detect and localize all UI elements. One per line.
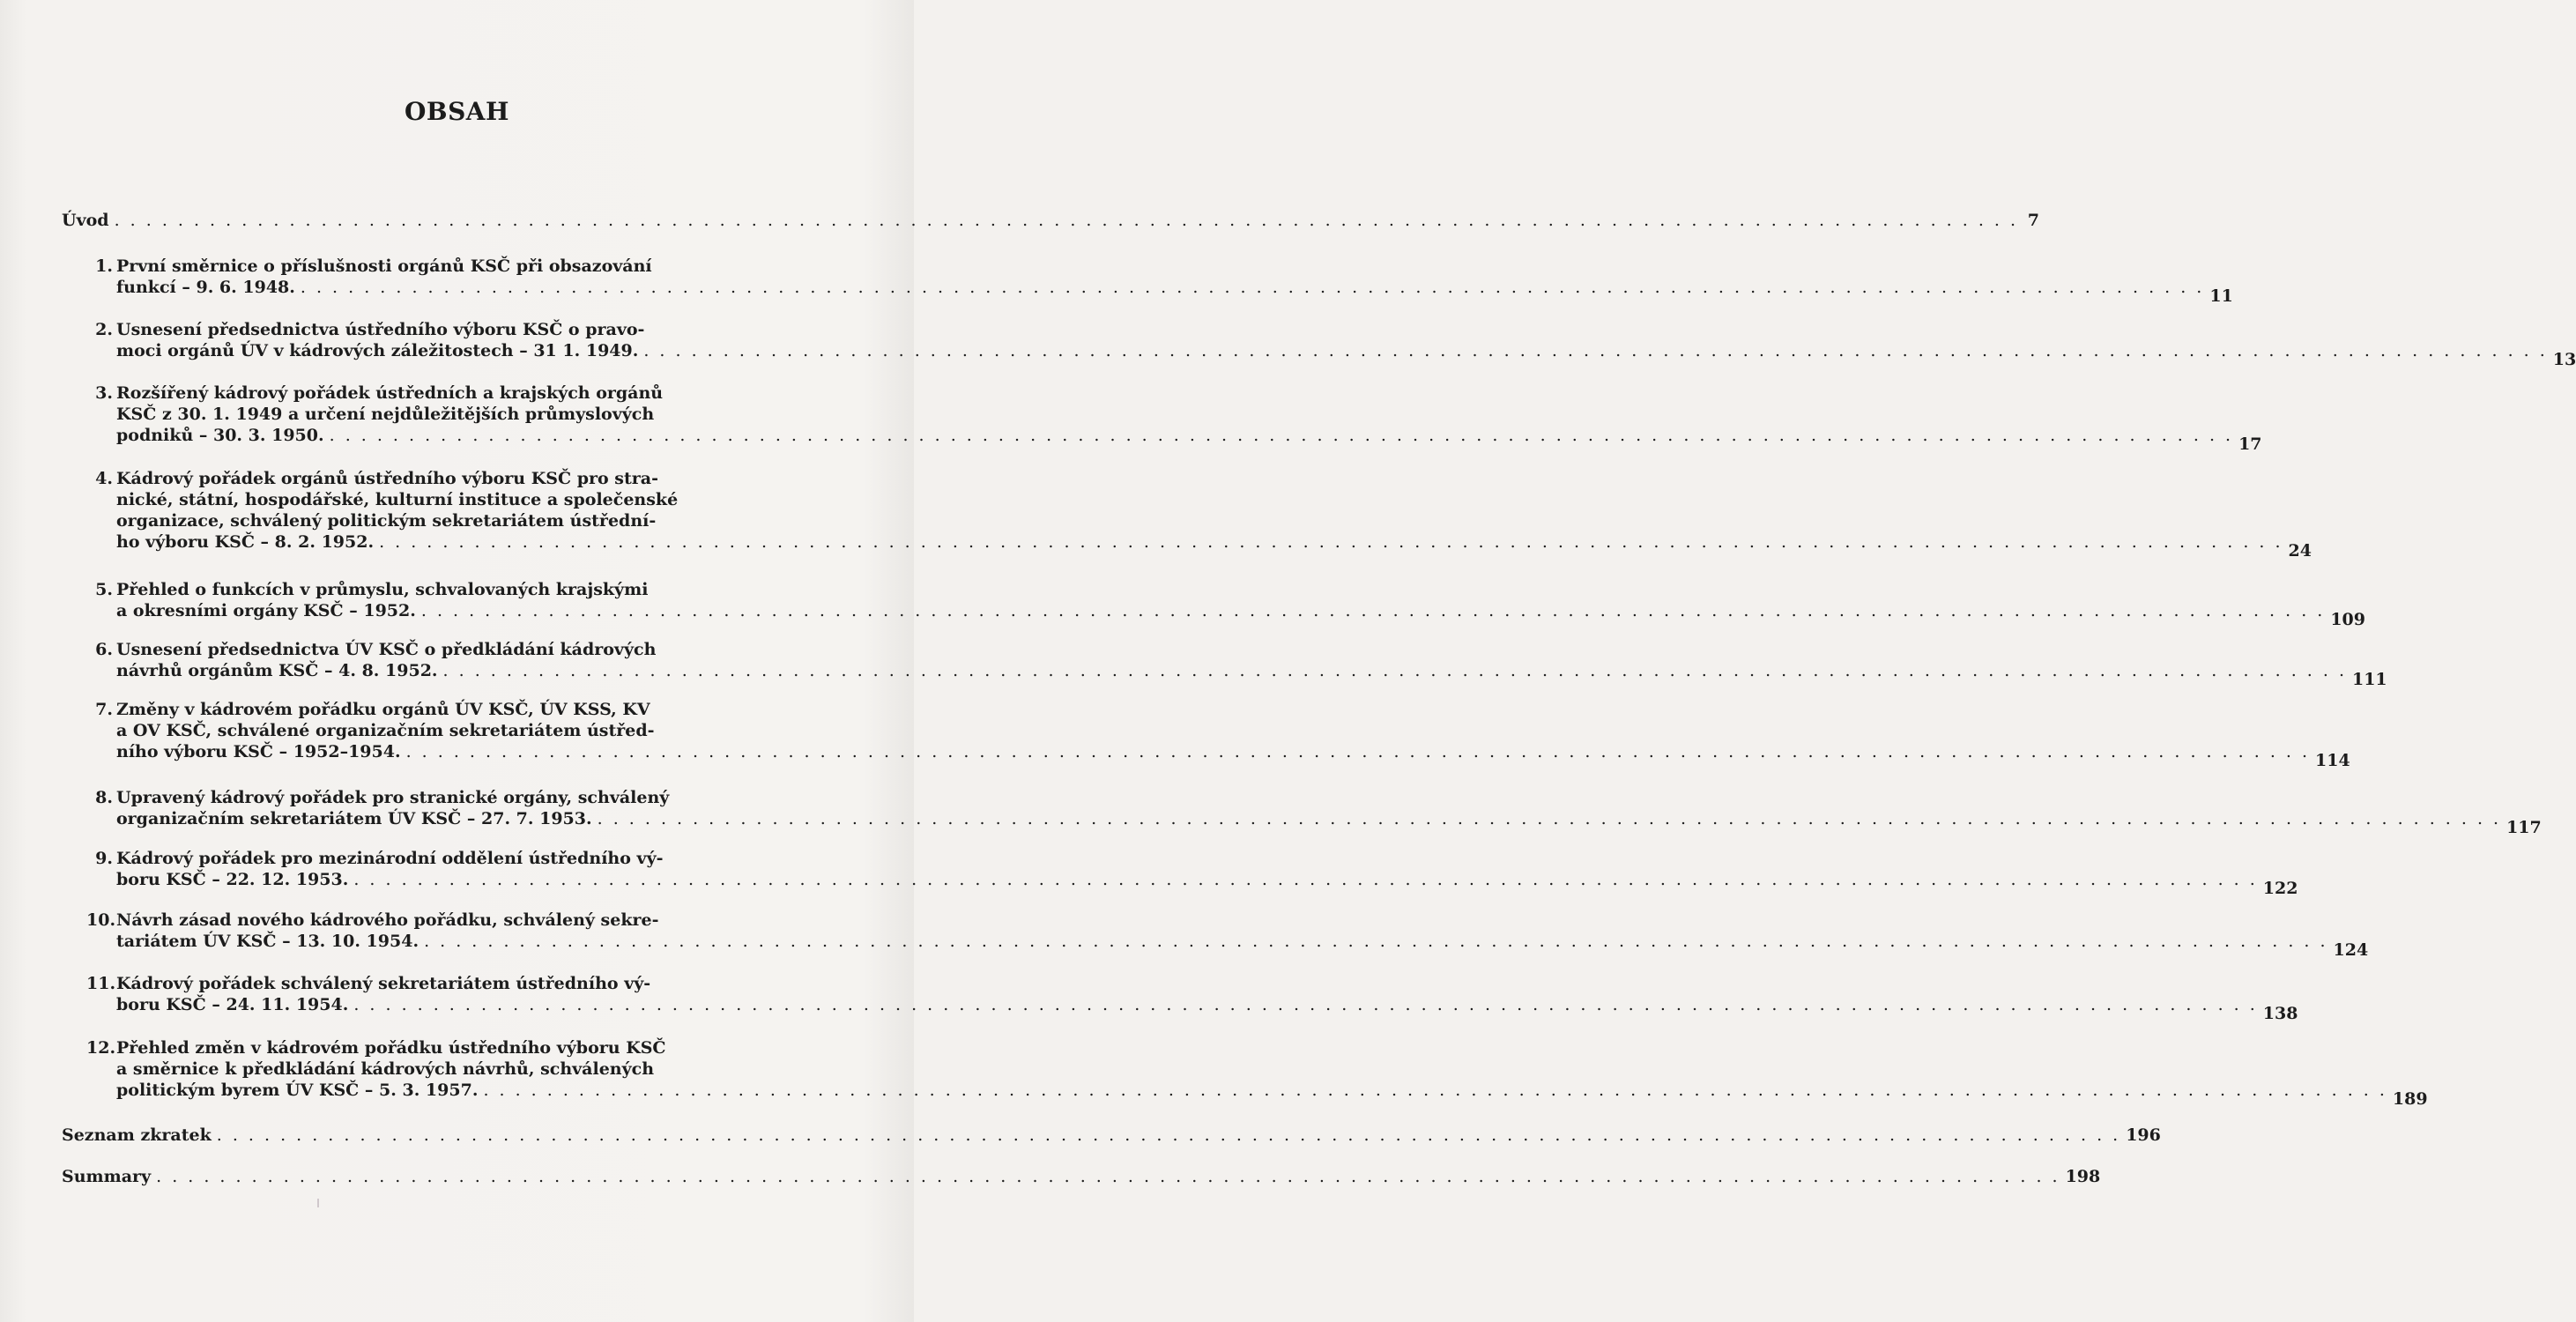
toc-entry (62, 910, 2369, 960)
toc-entry-text: Návrh zásad nového kádrového pořádku, schválený sekre- (116, 910, 659, 930)
toc-entry-text: Kádrový pořádek orgánů ústředního výboru KSČ pro stra- (116, 469, 658, 488)
toc-entry (62, 1037, 2428, 1109)
toc-page-number: 114 (2315, 751, 2350, 770)
toc-page-number: 111 (2351, 670, 2387, 689)
toc-entry (62, 319, 2576, 369)
toc-entry (62, 639, 2387, 689)
toc-entry (62, 699, 2350, 770)
toc-page-number: 7 (2027, 211, 2040, 230)
toc-entry (62, 848, 2298, 898)
toc-entry-number: 11. (86, 974, 116, 993)
toc-entry-text: tariátem ÚV KSČ – 13. 10. 1954. (116, 932, 419, 951)
toc-entry-text: Přehled změn v kádrovém pořádku ústředního výboru KSČ (116, 1038, 666, 1058)
toc-entry-text: Kádrový pořádek pro mezinárodní oddělení ústředního vý- (116, 849, 664, 868)
toc-page-number: 117 (2506, 818, 2542, 837)
toc-entry (62, 973, 2298, 1023)
toc-entry-text: Změny v kádrovém pořádku orgánů ÚV KSČ, ÚV KSS, KV (116, 700, 650, 719)
toc-entry-number: 1. (95, 256, 113, 276)
dot-leader: . . . . . . . . . . . . . . . . . . . . . . . . . . . . . . . . . . . . . . . . . . . . . . . . . . . . . . . . . . . . . . . . . . . . . . . . . . . . . . . . . . . . . . . . . . . . . . . . . . . . . . . . . . . . . . . . . . . . . . . . (300, 278, 2205, 297)
toc-entry-number: 4. (95, 469, 113, 488)
toc-page-number: 189 (2392, 1089, 2428, 1109)
dot-leader: . . . . . . . . . . . . . . . . . . . . . . . . . . . . . . . . . . . . . . . . . . . . . . . . . . . . . . . . . . . . . . . . . . . . . . . . . . . . . . . . . . . . . . . . . . . . . . . . . . . . . . . . . . . . . . . . . . . . . . . . (442, 661, 2347, 680)
toc-entry (62, 1125, 2161, 1146)
toc-page-number: 198 (2065, 1167, 2101, 1186)
toc-page-number: 109 (2330, 610, 2365, 629)
toc-entry-number: 10. (86, 910, 116, 930)
dot-leader: . . . . . . . . . . . . . . . . . . . . . . . . . . . . . . . . . . . . . . . . . . . . . . . . . . . . . . . . . . . . . . . . . . . . . . . . . . . . . . . . . . . . . . . . . . . . . . . . . . . . . . . . . . . . . . . . . . . . . . . . (597, 809, 2502, 828)
dot-leader: . . . . . . . . . . . . . . . . . . . . . . . . . . . . . . . . . . . . . . . . . . . . . . . . . . . . . . . . . . . . . . . . . . . . . . . . . . . . . . . . . . . . . . . . . . . . . . . . . . . . . . . . . . . . . . . . . . . . . . . . (483, 1081, 2387, 1100)
toc-entry-text: boru KSČ – 22. 12. 1953. (116, 870, 349, 889)
toc-entry-number: 5. (95, 580, 113, 599)
dot-leader: . . . . . . . . . . . . . . . . . . . . . . . . . . . . . . . . . . . . . . . . . . . . . . . . . . . . . . . . . . . . . . . . . . . . . . . . . . . . . . . . . . . . . . . . . . . . . . . . . . . . . . . . . . . . . . . . . . . . . . . . (114, 211, 2019, 230)
dot-leader: . . . . . . . . . . . . . . . . . . . . . . . . . . . . . . . . . . . . . . . . . . . . . . . . . . . . . . . . . . . . . . . . . . . . . . . . . . . . . . . . . . . . . . . . . . . . . . . . . . . . . . . . . . . . . . . . . . . . . . . . (156, 1167, 2060, 1186)
dot-leader: . . . . . . . . . . . . . . . . . . . . . . . . . . . . . . . . . . . . . . . . . . . . . . . . . . . . . . . . . . . . . . . . . . . . . . . . . . . . . . . . . . . . . . . . . . . . . . . . . . . . . . . . . . . . . . . . . . . . . . . . (379, 532, 2283, 552)
toc-entry-number: 9. (95, 849, 113, 868)
dot-leader: . . . . . . . . . . . . . . . . . . . . . . . . . . . . . . . . . . . . . . . . . . . . . . . . . . . . . . . . . . . . . . . . . . . . . . . . . . . . . . . . . . . . . . . . . . . . . . . . . . . . . . . . . . . . . . . . . . . . . . . . (353, 870, 2258, 889)
toc-entry-text: politickým byrem ÚV KSČ – 5. 3. 1957. (116, 1081, 479, 1100)
toc-page-number: 13 (2552, 350, 2576, 369)
toc-entry-text: Usnesení předsednictva ÚV KSČ o předkládání kádrových (116, 640, 657, 659)
toc-page-number: 138 (2262, 1004, 2298, 1023)
toc-entry-number: 8. (95, 788, 113, 807)
dot-leader: . . . . . . . . . . . . . . . . . . . . . . . . . . . . . . . . . . . . . . . . . . . . . . . . . . . . . . . . . . . . . . . . . . . . . . . . . . . . . . . . . . . . . . . . . . . . . . . . . . . . . . . . . . . . . . . . . . . . . . . . (353, 995, 2258, 1014)
toc-entry-text: Kádrový pořádek schválený sekretariátem ústředního vý- (116, 974, 651, 993)
toc-entry-text: Usnesení předsednictva ústředního výboru KSČ o pravo- (116, 320, 645, 339)
toc-entry-text: organizačním sekretariátem ÚV KSČ – 27. 7. 1953. (116, 809, 592, 828)
dot-leader: . . . . . . . . . . . . . . . . . . . . . . . . . . . . . . . . . . . . . . . . . . . . . . . . . . . . . . . . . . . . . . . . . . . . . . . . . . . . . . . . . . . . . . . . . . . . . . . . . . . . . . . . . . . . . . . . . . . . . . . . (216, 1125, 2121, 1145)
toc-entry-text: ního výboru KSČ – 1952–1954. (116, 742, 401, 761)
dot-leader: . . . . . . . . . . . . . . . . . . . . . . . . . . . . . . . . . . . . . . . . . . . . . . . . . . . . . . . . . . . . . . . . . . . . . . . . . . . . . . . . . . . . . . . . . . . . . . . . . . . . . . . . . . . . . . . . . . . . . . . . (643, 341, 2548, 360)
toc-page-number: 124 (2333, 940, 2369, 960)
toc-page-number: 11 (2209, 286, 2233, 306)
ink-mark (317, 1199, 319, 1207)
toc-entry-text: Summary (62, 1167, 152, 1186)
toc-page-number: 122 (2262, 879, 2298, 898)
toc-entry-text: ho výboru KSČ – 8. 2. 1952. (116, 532, 375, 552)
dot-leader: . . . . . . . . . . . . . . . . . . . . . . . . . . . . . . . . . . . . . . . . . . . . . . . . . . . . . . . . . . . . . . . . . . . . . . . . . . . . . . . . . . . . . . . . . . . . . . . . . . . . . . . . . . . . . . . . . . . . . . . . (424, 932, 2328, 951)
toc-entry (62, 579, 2365, 629)
toc-entry-text: Seznam zkratek (62, 1125, 212, 1145)
toc-entry-text: Přehled o funkcích v průmyslu, schvalovaných krajskými (116, 580, 649, 599)
toc-entry (62, 382, 2262, 454)
toc-entry (62, 210, 2040, 231)
toc-entry-text: boru KSČ – 24. 11. 1954. (116, 995, 349, 1014)
toc-entry-number: 3. (95, 383, 113, 403)
toc-entry-text: Upravený kádrový pořádek pro stranické orgány, schválený (116, 788, 670, 807)
toc-entry-text: nické, státní, hospodářské, kulturní instituce a společenské (116, 490, 679, 509)
toc-entry-number: 2. (95, 320, 113, 339)
toc-entry-text: První směrnice o příslušnosti orgánů KSČ při obsazování (116, 256, 652, 276)
page-title: OBSAH (405, 97, 509, 126)
toc-entry-number: 7. (95, 700, 113, 719)
toc-entry-text: KSČ z 30. 1. 1949 a určení nejdůležitějších průmyslových (116, 405, 655, 424)
toc-page-number: 24 (2288, 541, 2312, 561)
toc-entry-number: 12. (86, 1038, 116, 1058)
toc-entry-text: moci orgánů ÚV v kádrových záležitostech – 31 1. 1949. (116, 341, 639, 360)
toc-entry-text: a směrnice k předkládání kádrových návrhů, schválených (116, 1059, 655, 1079)
toc-page-number: 17 (2238, 434, 2262, 454)
dot-leader: . . . . . . . . . . . . . . . . . . . . . . . . . . . . . . . . . . . . . . . . . . . . . . . . . . . . . . . . . . . . . . . . . . . . . . . . . . . . . . . . . . . . . . . . . . . . . . . . . . . . . . . . . . . . . . . . . . . . . . . . (405, 742, 2311, 761)
toc-entry-text: Rozšířený kádrový pořádek ústředních a krajských orgánů (116, 383, 664, 403)
toc-entry-text: a okresními orgány KSČ – 1952. (116, 601, 416, 620)
toc-entry-text: funkcí – 9. 6. 1948. (116, 278, 295, 297)
toc-entry-text: Úvod (62, 211, 109, 230)
toc-entry-number: 6. (95, 640, 113, 659)
toc-entry-text: a OV KSČ, schválené organizačním sekretariátem ústřed- (116, 721, 655, 740)
toc-entry-text: návrhů orgánům KSČ – 4. 8. 1952. (116, 661, 438, 680)
dot-leader: . . . . . . . . . . . . . . . . . . . . . . . . . . . . . . . . . . . . . . . . . . . . . . . . . . . . . . . . . . . . . . . . . . . . . . . . . . . . . . . . . . . . . . . . . . . . . . . . . . . . . . . . . . . . . . . . . . . . . . . . (420, 601, 2326, 620)
toc-page-number: 196 (2126, 1125, 2161, 1145)
toc-entry (62, 256, 2233, 306)
dot-leader: . . . . . . . . . . . . . . . . . . . . . . . . . . . . . . . . . . . . . . . . . . . . . . . . . . . . . . . . . . . . . . . . . . . . . . . . . . . . . . . . . . . . . . . . . . . . . . . . . . . . . . . . . . . . . . . . . . . . . . . . (329, 426, 2234, 445)
toc-entry (62, 468, 2312, 561)
toc-entry-text: podniků – 30. 3. 1950. (116, 426, 324, 445)
toc-entry (62, 1166, 2101, 1187)
toc-entry-text: organizace, schválený politickým sekretariátem ústřední- (116, 511, 657, 531)
toc-entry (62, 787, 2542, 837)
